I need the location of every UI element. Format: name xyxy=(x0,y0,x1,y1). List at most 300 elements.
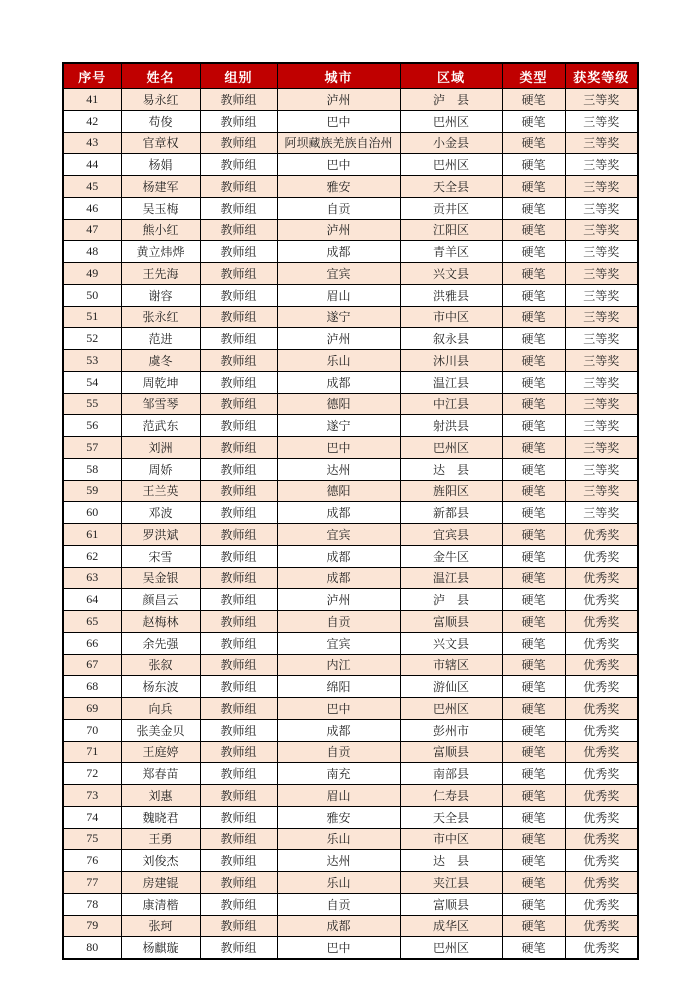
table-cell-award: 三等奖 xyxy=(565,350,638,372)
table-cell-type: 硬笔 xyxy=(502,698,565,720)
table-cell-city: 阿坝藏族羌族自治州 xyxy=(277,132,400,154)
table-cell-name: 官章权 xyxy=(121,132,200,154)
table-cell-group: 教师组 xyxy=(200,176,277,198)
table-cell-no: 46 xyxy=(63,197,121,219)
table-cell-type: 硬笔 xyxy=(502,524,565,546)
table-row xyxy=(63,524,638,546)
table-cell-name: 杨娟 xyxy=(121,154,200,176)
column-header-type: 类型 xyxy=(502,63,565,89)
table-cell-name: 虞冬 xyxy=(121,350,200,372)
table-cell-district: 洪雅县 xyxy=(400,284,502,306)
table-cell-award: 优秀奖 xyxy=(565,763,638,785)
table-cell-award: 优秀奖 xyxy=(565,937,638,959)
table-cell-type: 硬笔 xyxy=(502,110,565,132)
table-row xyxy=(63,828,638,850)
table-cell-no: 52 xyxy=(63,328,121,350)
table-cell-group: 教师组 xyxy=(200,654,277,676)
table-cell-award: 优秀奖 xyxy=(565,698,638,720)
table-cell-award: 三等奖 xyxy=(565,132,638,154)
table-cell-group: 教师组 xyxy=(200,806,277,828)
table-cell-name: 杨麒璇 xyxy=(121,937,200,959)
table-cell-type: 硬笔 xyxy=(502,89,565,111)
table-cell-district: 市中区 xyxy=(400,828,502,850)
table-cell-award: 优秀奖 xyxy=(565,567,638,589)
table-cell-type: 硬笔 xyxy=(502,328,565,350)
table-cell-no: 55 xyxy=(63,393,121,415)
column-header-award: 获奖等级 xyxy=(565,63,638,89)
table-cell-city: 巴中 xyxy=(277,437,400,459)
table-row xyxy=(63,328,638,350)
table-cell-name: 刘惠 xyxy=(121,785,200,807)
table-cell-district: 成华区 xyxy=(400,915,502,937)
table-cell-name: 张永红 xyxy=(121,306,200,328)
table-cell-type: 硬笔 xyxy=(502,371,565,393)
table-cell-district: 江阳区 xyxy=(400,219,502,241)
table-cell-no: 56 xyxy=(63,415,121,437)
table-cell-type: 硬笔 xyxy=(502,893,565,915)
table-cell-type: 硬笔 xyxy=(502,350,565,372)
table-cell-city: 自贡 xyxy=(277,893,400,915)
table-cell-district: 达 县 xyxy=(400,458,502,480)
table-cell-group: 教师组 xyxy=(200,89,277,111)
table-cell-award: 优秀奖 xyxy=(565,524,638,546)
table-row xyxy=(63,611,638,633)
table-cell-city: 泸州 xyxy=(277,89,400,111)
table-cell-district: 贡井区 xyxy=(400,197,502,219)
table-cell-type: 硬笔 xyxy=(502,284,565,306)
table-cell-district: 青羊区 xyxy=(400,241,502,263)
table-cell-type: 硬笔 xyxy=(502,806,565,828)
table-cell-city: 成都 xyxy=(277,241,400,263)
table-cell-no: 43 xyxy=(63,132,121,154)
table-cell-district: 巴州区 xyxy=(400,698,502,720)
table-cell-no: 63 xyxy=(63,567,121,589)
table-cell-group: 教师组 xyxy=(200,480,277,502)
table-cell-no: 74 xyxy=(63,806,121,828)
table-cell-group: 教师组 xyxy=(200,872,277,894)
table-cell-name: 宋雪 xyxy=(121,545,200,567)
table-row xyxy=(63,806,638,828)
table-cell-city: 眉山 xyxy=(277,785,400,807)
table-cell-type: 硬笔 xyxy=(502,567,565,589)
table-cell-district: 温江县 xyxy=(400,567,502,589)
table-cell-award: 优秀奖 xyxy=(565,785,638,807)
table-cell-group: 教师组 xyxy=(200,306,277,328)
table-row xyxy=(63,263,638,285)
table-cell-city: 巴中 xyxy=(277,110,400,132)
table-cell-group: 教师组 xyxy=(200,676,277,698)
table-cell-group: 教师组 xyxy=(200,458,277,480)
table-cell-city: 巴中 xyxy=(277,937,400,959)
table-cell-type: 硬笔 xyxy=(502,763,565,785)
table-cell-city: 宜宾 xyxy=(277,524,400,546)
table-cell-name: 张叙 xyxy=(121,654,200,676)
table-cell-name: 赵梅林 xyxy=(121,611,200,633)
table-cell-name: 刘洲 xyxy=(121,437,200,459)
table-cell-type: 硬笔 xyxy=(502,415,565,437)
table-cell-name: 房建锟 xyxy=(121,872,200,894)
table-cell-name: 吴金银 xyxy=(121,567,200,589)
table-cell-type: 硬笔 xyxy=(502,828,565,850)
table-cell-district: 兴文县 xyxy=(400,632,502,654)
table-row xyxy=(63,415,638,437)
table-row xyxy=(63,393,638,415)
table-cell-no: 80 xyxy=(63,937,121,959)
table-cell-group: 教师组 xyxy=(200,698,277,720)
table-cell-award: 三等奖 xyxy=(565,197,638,219)
table-cell-city: 乐山 xyxy=(277,828,400,850)
table-cell-award: 三等奖 xyxy=(565,284,638,306)
table-cell-city: 宜宾 xyxy=(277,263,400,285)
table-cell-group: 教师组 xyxy=(200,284,277,306)
table-row xyxy=(63,437,638,459)
table-cell-no: 47 xyxy=(63,219,121,241)
table-cell-type: 硬笔 xyxy=(502,611,565,633)
table-cell-type: 硬笔 xyxy=(502,154,565,176)
table-cell-group: 教师组 xyxy=(200,437,277,459)
table-cell-type: 硬笔 xyxy=(502,785,565,807)
table-cell-group: 教师组 xyxy=(200,393,277,415)
table-cell-name: 王庭婷 xyxy=(121,741,200,763)
table-cell-group: 教师组 xyxy=(200,850,277,872)
table-cell-type: 硬笔 xyxy=(502,458,565,480)
table-row xyxy=(63,154,638,176)
table-row xyxy=(63,350,638,372)
table-row xyxy=(63,741,638,763)
table-cell-city: 达州 xyxy=(277,850,400,872)
table-cell-district: 天全县 xyxy=(400,806,502,828)
table-cell-award: 优秀奖 xyxy=(565,611,638,633)
table-cell-name: 王先海 xyxy=(121,263,200,285)
table-cell-city: 自贡 xyxy=(277,197,400,219)
table-cell-type: 硬笔 xyxy=(502,741,565,763)
table-cell-type: 硬笔 xyxy=(502,632,565,654)
table-cell-award: 优秀奖 xyxy=(565,545,638,567)
table-row xyxy=(63,132,638,154)
table-cell-type: 硬笔 xyxy=(502,915,565,937)
table-row xyxy=(63,589,638,611)
table-cell-type: 硬笔 xyxy=(502,263,565,285)
table-cell-award: 三等奖 xyxy=(565,328,638,350)
table-cell-award: 三等奖 xyxy=(565,371,638,393)
table-cell-district: 富顺县 xyxy=(400,893,502,915)
table-cell-group: 教师组 xyxy=(200,241,277,263)
table-cell-district: 叙永县 xyxy=(400,328,502,350)
table-row xyxy=(63,545,638,567)
table-cell-group: 教师组 xyxy=(200,415,277,437)
table-cell-type: 硬笔 xyxy=(502,676,565,698)
table-cell-name: 罗洪斌 xyxy=(121,524,200,546)
table-cell-group: 教师组 xyxy=(200,350,277,372)
awards-table xyxy=(62,62,639,960)
table-cell-group: 教师组 xyxy=(200,197,277,219)
table-cell-no: 79 xyxy=(63,915,121,937)
table-row xyxy=(63,937,638,959)
table-cell-type: 硬笔 xyxy=(502,719,565,741)
table-cell-city: 自贡 xyxy=(277,611,400,633)
table-cell-name: 吴玉梅 xyxy=(121,197,200,219)
table-row xyxy=(63,698,638,720)
table-cell-district: 巴州区 xyxy=(400,110,502,132)
table-cell-group: 教师组 xyxy=(200,632,277,654)
table-cell-district: 巴州区 xyxy=(400,437,502,459)
table-cell-group: 教师组 xyxy=(200,371,277,393)
table-cell-award: 三等奖 xyxy=(565,176,638,198)
table-cell-name: 黄立炜烨 xyxy=(121,241,200,263)
table-header xyxy=(63,63,638,89)
table-cell-group: 教师组 xyxy=(200,785,277,807)
table-cell-no: 66 xyxy=(63,632,121,654)
table-cell-group: 教师组 xyxy=(200,719,277,741)
table-cell-city: 雅安 xyxy=(277,176,400,198)
table-cell-group: 教师组 xyxy=(200,741,277,763)
table-row xyxy=(63,850,638,872)
table-cell-award: 优秀奖 xyxy=(565,676,638,698)
table-cell-type: 硬笔 xyxy=(502,241,565,263)
table-cell-city: 自贡 xyxy=(277,741,400,763)
table-cell-type: 硬笔 xyxy=(502,197,565,219)
table-cell-name: 邓波 xyxy=(121,502,200,524)
table-cell-no: 42 xyxy=(63,110,121,132)
table-cell-group: 教师组 xyxy=(200,110,277,132)
table-cell-no: 78 xyxy=(63,893,121,915)
table-cell-district: 新都县 xyxy=(400,502,502,524)
table-cell-district: 富顺县 xyxy=(400,611,502,633)
table-cell-type: 硬笔 xyxy=(502,654,565,676)
table-cell-city: 内江 xyxy=(277,654,400,676)
table-cell-name: 王兰英 xyxy=(121,480,200,502)
table-cell-type: 硬笔 xyxy=(502,545,565,567)
table-cell-district: 市中区 xyxy=(400,306,502,328)
table-cell-group: 教师组 xyxy=(200,937,277,959)
table-cell-no: 41 xyxy=(63,89,121,111)
table-cell-name: 邹雪琴 xyxy=(121,393,200,415)
column-header-name: 姓名 xyxy=(121,63,200,89)
table-cell-no: 58 xyxy=(63,458,121,480)
table-cell-group: 教师组 xyxy=(200,132,277,154)
table-cell-award: 三等奖 xyxy=(565,219,638,241)
table-cell-no: 50 xyxy=(63,284,121,306)
table-cell-district: 天全县 xyxy=(400,176,502,198)
table-cell-district: 兴文县 xyxy=(400,263,502,285)
table-cell-city: 绵阳 xyxy=(277,676,400,698)
table-cell-award: 三等奖 xyxy=(565,480,638,502)
table-cell-district: 旌阳区 xyxy=(400,480,502,502)
table-cell-city: 遂宁 xyxy=(277,306,400,328)
table-cell-group: 教师组 xyxy=(200,219,277,241)
table-cell-name: 易永红 xyxy=(121,89,200,111)
table-row xyxy=(63,241,638,263)
table-cell-no: 51 xyxy=(63,306,121,328)
table-cell-city: 成都 xyxy=(277,567,400,589)
table-cell-award: 三等奖 xyxy=(565,154,638,176)
table-cell-name: 向兵 xyxy=(121,698,200,720)
table-cell-city: 德阳 xyxy=(277,480,400,502)
table-cell-group: 教师组 xyxy=(200,524,277,546)
table-cell-no: 68 xyxy=(63,676,121,698)
table-cell-award: 三等奖 xyxy=(565,89,638,111)
table-cell-name: 范武东 xyxy=(121,415,200,437)
table-cell-type: 硬笔 xyxy=(502,393,565,415)
table-cell-name: 康清楷 xyxy=(121,893,200,915)
table-row xyxy=(63,567,638,589)
table-row xyxy=(63,284,638,306)
table-cell-district: 彭州市 xyxy=(400,719,502,741)
header-row xyxy=(63,63,638,89)
table-cell-award: 三等奖 xyxy=(565,110,638,132)
table-cell-group: 教师组 xyxy=(200,915,277,937)
table-cell-city: 巴中 xyxy=(277,154,400,176)
table-cell-group: 教师组 xyxy=(200,611,277,633)
table-cell-no: 60 xyxy=(63,502,121,524)
table-cell-award: 三等奖 xyxy=(565,263,638,285)
table-cell-name: 颜昌云 xyxy=(121,589,200,611)
table-cell-award: 三等奖 xyxy=(565,241,638,263)
table-cell-name: 魏晓君 xyxy=(121,806,200,828)
table-row xyxy=(63,915,638,937)
table-cell-award: 三等奖 xyxy=(565,458,638,480)
table-row xyxy=(63,480,638,502)
table-cell-name: 王勇 xyxy=(121,828,200,850)
table-cell-type: 硬笔 xyxy=(502,132,565,154)
table-cell-group: 教师组 xyxy=(200,893,277,915)
table-cell-type: 硬笔 xyxy=(502,480,565,502)
table-cell-city: 泸州 xyxy=(277,219,400,241)
table-body xyxy=(63,89,638,960)
table-cell-no: 54 xyxy=(63,371,121,393)
table-cell-no: 77 xyxy=(63,872,121,894)
table-cell-no: 48 xyxy=(63,241,121,263)
table-row xyxy=(63,893,638,915)
table-cell-district: 射洪县 xyxy=(400,415,502,437)
table-cell-award: 三等奖 xyxy=(565,306,638,328)
table-cell-district: 富顺县 xyxy=(400,741,502,763)
table-cell-no: 69 xyxy=(63,698,121,720)
table-cell-district: 宜宾县 xyxy=(400,524,502,546)
table-cell-group: 教师组 xyxy=(200,545,277,567)
table-cell-name: 周乾坤 xyxy=(121,371,200,393)
table-cell-name: 郑春苗 xyxy=(121,763,200,785)
table-cell-district: 小金县 xyxy=(400,132,502,154)
table-cell-name: 苟俊 xyxy=(121,110,200,132)
column-header-group: 组别 xyxy=(200,63,277,89)
table-cell-district: 中江县 xyxy=(400,393,502,415)
table-cell-city: 遂宁 xyxy=(277,415,400,437)
table-cell-district: 泸 县 xyxy=(400,89,502,111)
table-cell-city: 德阳 xyxy=(277,393,400,415)
table-cell-no: 67 xyxy=(63,654,121,676)
column-header-city: 城市 xyxy=(277,63,400,89)
table-cell-award: 三等奖 xyxy=(565,415,638,437)
table-cell-district: 游仙区 xyxy=(400,676,502,698)
table-cell-city: 泸州 xyxy=(277,589,400,611)
table-cell-district: 巴州区 xyxy=(400,154,502,176)
table-cell-name: 杨建军 xyxy=(121,176,200,198)
column-header-no: 序号 xyxy=(63,63,121,89)
table-cell-award: 优秀奖 xyxy=(565,915,638,937)
table-cell-award: 三等奖 xyxy=(565,393,638,415)
table-cell-city: 宜宾 xyxy=(277,632,400,654)
table-cell-name: 余先强 xyxy=(121,632,200,654)
table-cell-type: 硬笔 xyxy=(502,872,565,894)
table-cell-name: 杨东波 xyxy=(121,676,200,698)
table-cell-city: 南充 xyxy=(277,763,400,785)
table-row xyxy=(63,785,638,807)
table-cell-no: 62 xyxy=(63,545,121,567)
table-cell-city: 成都 xyxy=(277,915,400,937)
table-cell-name: 张珂 xyxy=(121,915,200,937)
table-row xyxy=(63,872,638,894)
table-row xyxy=(63,89,638,111)
table-cell-award: 三等奖 xyxy=(565,502,638,524)
table-cell-city: 成都 xyxy=(277,502,400,524)
table-cell-district: 沐川县 xyxy=(400,350,502,372)
table-cell-no: 45 xyxy=(63,176,121,198)
table-cell-name: 熊小红 xyxy=(121,219,200,241)
table-cell-type: 硬笔 xyxy=(502,502,565,524)
table-cell-group: 教师组 xyxy=(200,263,277,285)
column-header-district: 区域 xyxy=(400,63,502,89)
table-cell-group: 教师组 xyxy=(200,328,277,350)
table-cell-award: 优秀奖 xyxy=(565,806,638,828)
table-cell-award: 三等奖 xyxy=(565,437,638,459)
table-cell-city: 成都 xyxy=(277,371,400,393)
table-cell-award: 优秀奖 xyxy=(565,719,638,741)
table-cell-no: 65 xyxy=(63,611,121,633)
table-cell-no: 59 xyxy=(63,480,121,502)
table-cell-city: 达州 xyxy=(277,458,400,480)
table-cell-no: 70 xyxy=(63,719,121,741)
table-cell-city: 乐山 xyxy=(277,872,400,894)
table-cell-city: 巴中 xyxy=(277,698,400,720)
table-cell-group: 教师组 xyxy=(200,502,277,524)
table-row xyxy=(63,676,638,698)
table-cell-city: 成都 xyxy=(277,545,400,567)
table-cell-award: 优秀奖 xyxy=(565,632,638,654)
table-cell-no: 61 xyxy=(63,524,121,546)
table-cell-no: 64 xyxy=(63,589,121,611)
table-cell-city: 泸州 xyxy=(277,328,400,350)
table-cell-award: 优秀奖 xyxy=(565,828,638,850)
table-row xyxy=(63,502,638,524)
table-cell-no: 49 xyxy=(63,263,121,285)
table-row xyxy=(63,719,638,741)
table-cell-district: 南部县 xyxy=(400,763,502,785)
table-row xyxy=(63,197,638,219)
table-cell-district: 泸 县 xyxy=(400,589,502,611)
table-row xyxy=(63,458,638,480)
table-cell-no: 71 xyxy=(63,741,121,763)
table-cell-group: 教师组 xyxy=(200,828,277,850)
table-row xyxy=(63,654,638,676)
table-cell-city: 乐山 xyxy=(277,350,400,372)
table-cell-district: 巴州区 xyxy=(400,937,502,959)
table-row xyxy=(63,176,638,198)
table-row xyxy=(63,371,638,393)
table-cell-award: 优秀奖 xyxy=(565,850,638,872)
table-cell-no: 76 xyxy=(63,850,121,872)
table-row xyxy=(63,632,638,654)
table-cell-award: 优秀奖 xyxy=(565,872,638,894)
table-cell-city: 成都 xyxy=(277,719,400,741)
table-cell-no: 72 xyxy=(63,763,121,785)
table-cell-district: 温江县 xyxy=(400,371,502,393)
table-cell-group: 教师组 xyxy=(200,154,277,176)
table-cell-name: 刘俊杰 xyxy=(121,850,200,872)
table-cell-no: 44 xyxy=(63,154,121,176)
table-cell-no: 75 xyxy=(63,828,121,850)
table-cell-name: 谢容 xyxy=(121,284,200,306)
